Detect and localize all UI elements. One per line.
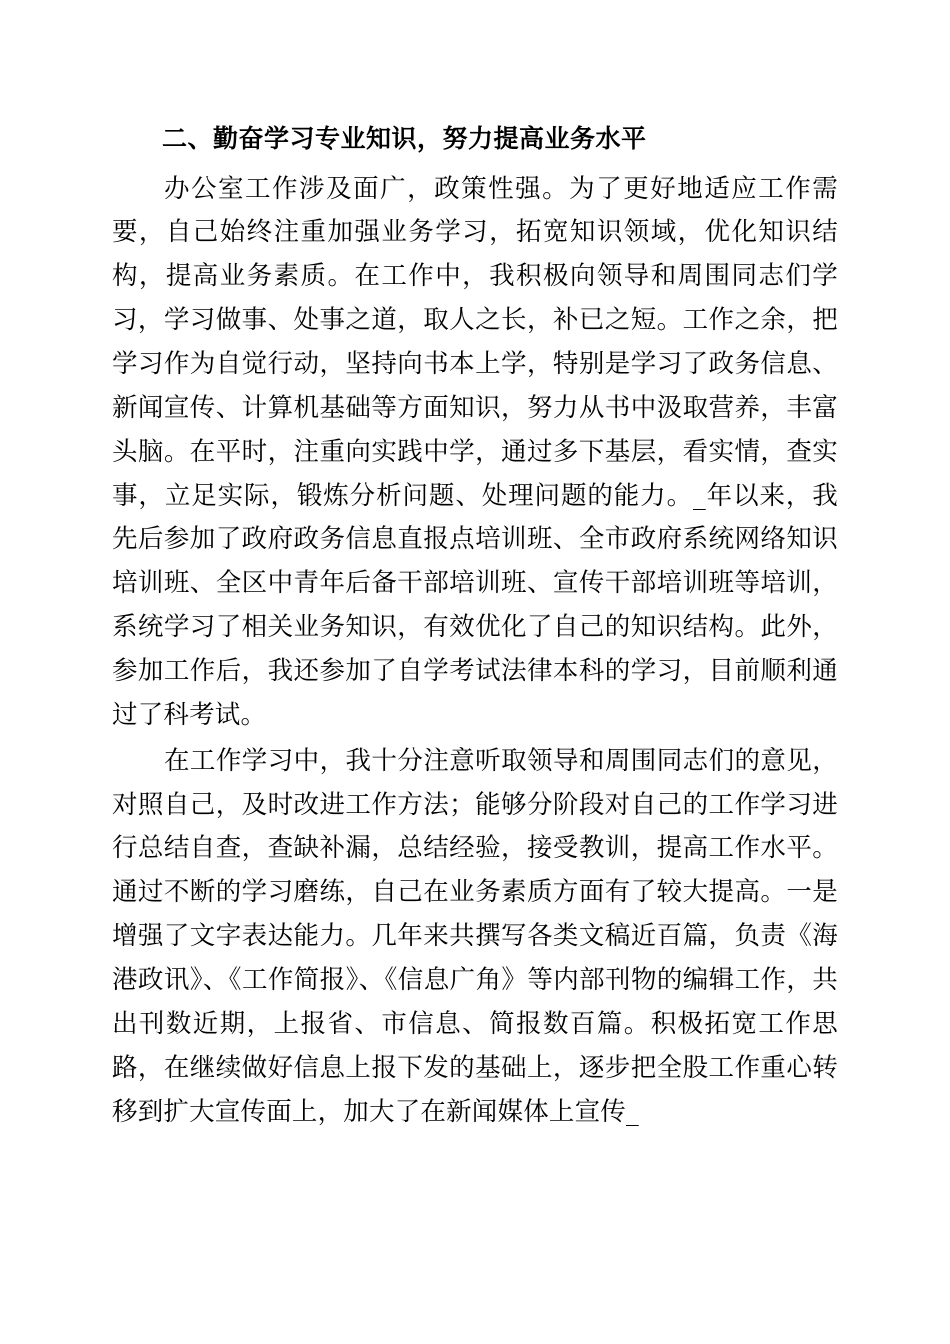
paragraph-2: 在工作学习中，我十分注意听取领导和周围同志们的意见，对照自己，及时改进工作方法；能够分阶段对自己的工作学习进行总结自查，查缺补漏，总结经验，接受教训，提高工作水平。通过不断的学习磨练，自己在业务素质方面有了较大提高。一是增强了文字表达能力。几年来共撰写各类文稿近百篇，负责《海港政讯》、《工作简报》、《信息广角》等内部刊物的编辑工作，共出刊数近期，上报省、市信息、简报数百篇。积极拓宽工作思路，在继续做好信息上报下发的基础上，逐步把全股工作重心转移到扩大宣传面上，加大了在新闻媒体上宣传_ bbox=[112, 745, 838, 1127]
document-body bbox=[112, 120, 838, 1134]
paragraph-1: 办公室工作涉及面广，政策性强。为了更好地适应工作需要，自己始终注重加强业务学习，拓宽知识领域，优化知识结构，提高业务素质。在工作中，我积极向领导和周围同志们学习，学习做事、处事之道，取人之长，补已之短。工作之余，把学习作为自觉行动，坚持向书本上学，特别是学习了政务信息、新闻宣传、计算机基础等方面知识，努力从书中汲取营养，丰富头脑。在平时，注重向实践中学，通过多下基层，看实情，查实事，立足实际，锻炼分析问题、处理问题的能力。_年以来，我先后参加了政府政务信息直报点培训班、全市政府系统网络知识培训班、全区中青年后备干部培训班、宣传干部培训班等培训，系统学习了相关业务知识，有效优化了自己的知识结构。此外，参加工作后，我还参加了自学考试法律本科的学习，目前顺利通过了科考试。 bbox=[112, 173, 838, 730]
section-heading: 二、勤奋学习专业知识，努力提高业务水平 bbox=[162, 124, 647, 153]
